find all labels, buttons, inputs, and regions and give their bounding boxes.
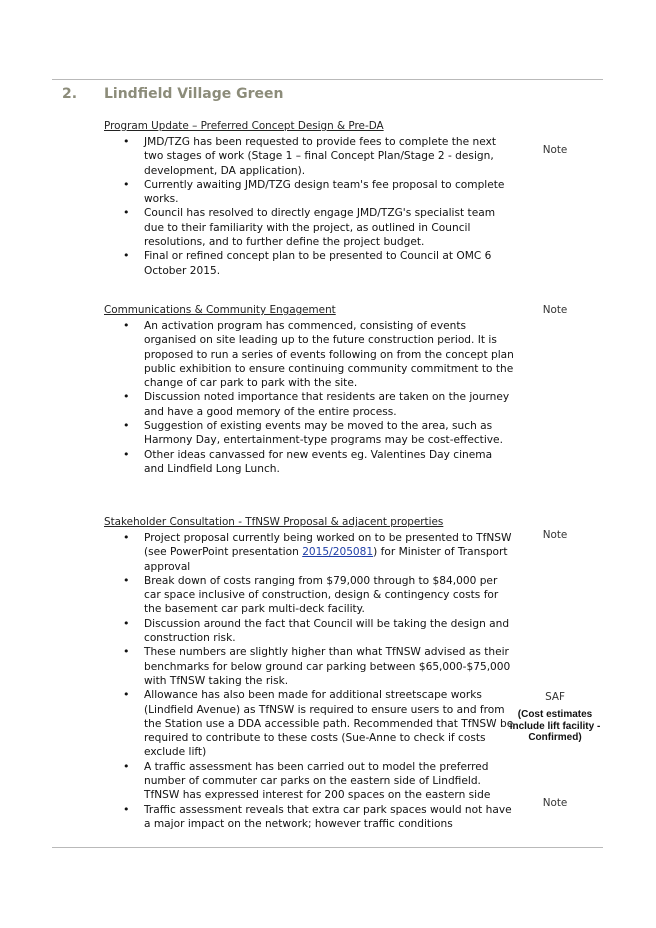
- program-update-list: [104, 135, 514, 278]
- communications-block: [104, 304, 514, 476]
- item-text: Project proposal currently being worked on to be presented to TfNSW (see PowerPoint presentation: [144, 532, 512, 559]
- program-update-heading: Program Update – Preferred Concept Design & Pre-DA: [104, 120, 384, 132]
- section-title: Lindfield Village Green: [104, 86, 284, 102]
- communications-heading: Communications & Community Engagement: [104, 304, 336, 316]
- list-item: • Currently awaiting JMD/TZG design team's fee proposal to complete works.: [144, 178, 514, 207]
- action-note: Note: [542, 797, 568, 809]
- list-item: • An activation program has commenced, consisting of events organised on site leading up to the future construction period. It is proposed to run a series of events following on from the concept plan public exhibition to ensure continuing community commitment to the change of car park to park with the site.: [144, 319, 514, 390]
- action-note: Note: [542, 144, 568, 156]
- list-item: • Traffic assessment reveals that extra car park spaces would not have a major impact on the network; however traffic conditions: [144, 803, 514, 832]
- saf-label: SAF: [545, 691, 565, 703]
- program-update-block: [104, 120, 514, 278]
- list-item: • Discussion around the fact that Council will be taking the design and construction risk.: [144, 617, 514, 646]
- stakeholder-list: [104, 531, 514, 831]
- action-note: Note: [542, 304, 568, 316]
- list-item: • Discussion noted importance that residents are taken on the journey and have a good memory of the entire process.: [144, 390, 514, 419]
- list-item: • Final or refined concept plan to be presented to Council at OMC 6 October 2015.: [144, 249, 514, 278]
- list-item: • Suggestion of existing events may be moved to the area, such as Harmony Day, entertainment-type programs may be cost-effective.: [144, 419, 514, 448]
- saf-detail: (Cost estimates include lift facility - Confirmed): [509, 709, 601, 743]
- list-item: • JMD/TZG has been requested to provide fees to complete the next two stages of work (Stage 1 – final Concept Plan/Stage 2 - design, development, DA application).: [144, 135, 514, 178]
- bottom-divider: [52, 847, 603, 848]
- presentation-link[interactable]: 2015/205081: [302, 546, 374, 559]
- list-item: • Other ideas canvassed for new events eg. Valentines Day cinema and Lindfield Long Lunch.: [144, 448, 514, 477]
- top-divider: [52, 79, 603, 80]
- list-item: • These numbers are slightly higher than what TfNSW advised as their benchmarks for below ground car parking between $65,000-$75,000 with TfNSW taking the risk.: [144, 645, 514, 688]
- stakeholder-heading: Stakeholder Consultation - TfNSW Proposal & adjacent properties: [104, 516, 444, 528]
- stakeholder-block: [104, 516, 514, 831]
- list-item: [144, 531, 514, 574]
- list-item: • Allowance has also been made for additional streetscape works (Lindfield Avenue) as TfNSW is required to ensure users to and from the Station use a DDA accessible path. Recommended that TfNSW be required to contribute to these costs (Sue-Anne to check if costs exclude lift): [144, 688, 514, 759]
- communications-list: [104, 319, 514, 476]
- section-number: 2.: [62, 86, 78, 102]
- action-note: Note: [542, 529, 568, 541]
- item-text: ) for Minister of Transport approval: [144, 546, 508, 573]
- list-item: • A traffic assessment has been carried out to model the preferred number of commuter car parks on the eastern side of Lindfield. TfNSW has expressed interest for 200 spaces on the eastern side: [144, 760, 514, 803]
- list-item: • Council has resolved to directly engage JMD/TZG's specialist team due to their familiarity with the project, as outlined in Council resolutions, and to further define the project budget.: [144, 206, 514, 249]
- list-item: • Break down of costs ranging from $79,000 through to $84,000 per car space inclusive of construction, design & contingency costs for the basement car park multi-deck facility.: [144, 574, 514, 617]
